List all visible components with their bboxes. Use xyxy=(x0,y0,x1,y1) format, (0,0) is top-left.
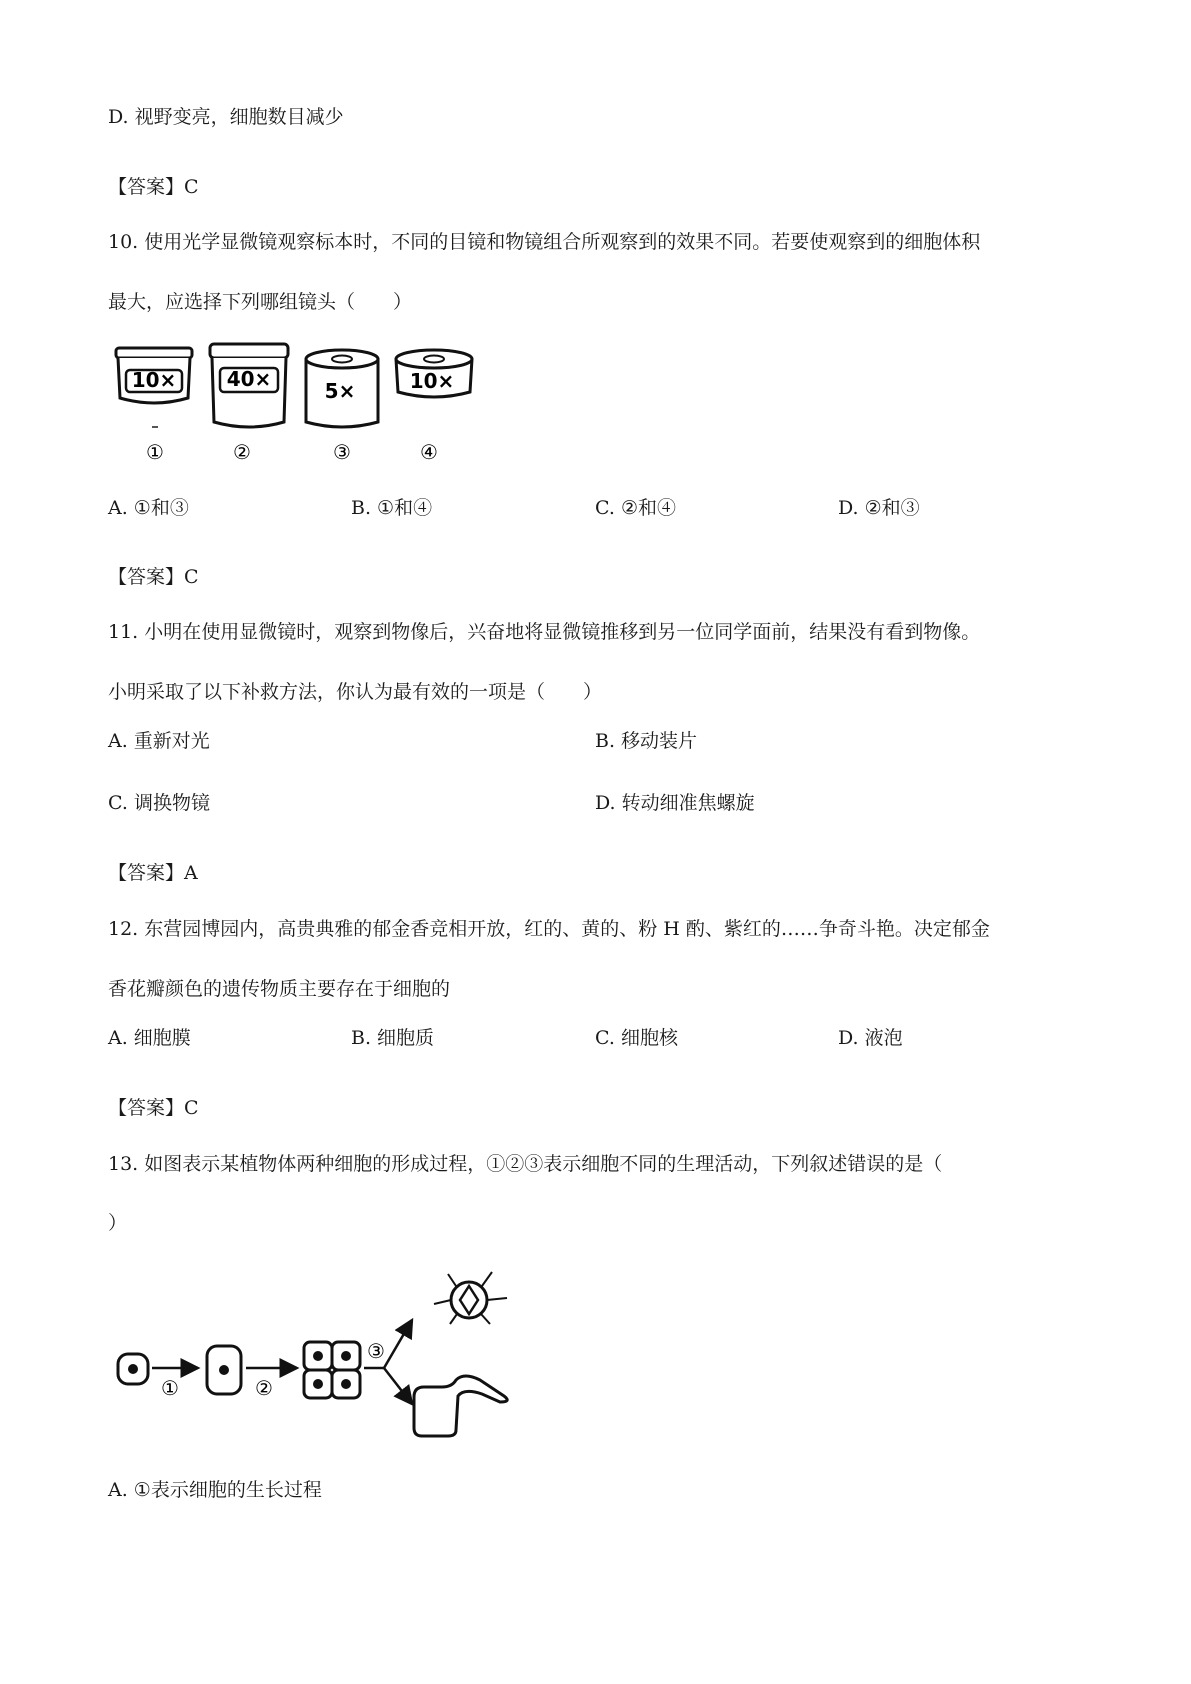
lens-1-num: ① xyxy=(146,440,164,464)
cell-process-diagram xyxy=(112,1262,552,1442)
lens-2-mark: 40× xyxy=(226,367,272,391)
q12-answer: 【答案】C xyxy=(108,1097,199,1119)
lens-2-icon xyxy=(210,344,288,427)
q11-answer: 【答案】A xyxy=(108,862,198,884)
step-1-label: ① xyxy=(161,1376,179,1400)
grown-cell-icon xyxy=(207,1346,241,1394)
lens-4-icon xyxy=(396,350,472,397)
small-cell-icon xyxy=(118,1354,148,1384)
question-13-text-cont: ） xyxy=(108,1212,128,1234)
q10-option-a: A. ①和③ xyxy=(108,497,189,519)
lens-1-icon xyxy=(116,348,192,427)
q10-option-c: C. ②和④ xyxy=(595,497,676,519)
step-2-label: ② xyxy=(255,1376,273,1400)
lens-4-mark: 10× xyxy=(409,369,455,393)
lens-3-icon xyxy=(306,350,378,427)
question-10-text: 10. 使用光学显微镜观察标本时，不同的目镜和物镜组合所观察到的效果不同。若要使观察到的细胞体积 xyxy=(108,231,981,253)
q11-option-a: A. 重新对光 xyxy=(108,730,210,752)
step-3-label: ③ xyxy=(367,1339,385,1363)
stoma-cell-icon xyxy=(434,1272,507,1324)
lens-1-mark: 10× xyxy=(131,368,177,392)
q12-option-d: D. 液泡 xyxy=(838,1027,903,1049)
question-11-text: 11. 小明在使用显微镜时，观察到物像后，兴奋地将显微镜推移到另一位同学面前，结果没有看到物像。 xyxy=(108,621,981,643)
q11-option-c: C. 调换物镜 xyxy=(108,792,210,814)
q13-option-a: A. ①表示细胞的生长过程 xyxy=(108,1479,322,1501)
q11-option-d: D. 转动细准焦螺旋 xyxy=(595,792,755,814)
q10-option-d: D. ②和③ xyxy=(838,497,920,519)
question-10-text-cont: 最大，应选择下列哪组镜头（ ） xyxy=(108,291,413,313)
root-hair-cell-icon xyxy=(414,1376,507,1436)
q12-option-c: C. 细胞核 xyxy=(595,1027,678,1049)
question-13-text: 13. 如图表示某植物体两种细胞的形成过程，①②③表示细胞不同的生理活动，下列叙述错误的是（ xyxy=(108,1153,943,1175)
q10-option-b: B. ①和④ xyxy=(351,497,433,519)
lens-2-num: ② xyxy=(233,440,251,464)
lens-3-num: ③ xyxy=(333,440,351,464)
option-d: D. 视野变亮，细胞数目减少 xyxy=(108,106,344,128)
lens-figure xyxy=(112,342,482,467)
q11-option-b: B. 移动装片 xyxy=(595,730,698,752)
q10-answer: 【答案】C xyxy=(108,566,199,588)
lens-4-num: ④ xyxy=(420,440,438,464)
q12-option-a: A. 细胞膜 xyxy=(108,1027,191,1049)
lens-3-mark: 5× xyxy=(324,379,356,403)
question-12-text-cont: 香花瓣颜色的遗传物质主要存在于细胞的 xyxy=(108,978,451,1000)
divided-cells-icon xyxy=(304,1342,360,1398)
question-12-text: 12. 东营园博园内，高贵典雅的郁金香竞相开放，红的、黄的、粉 H 酌、紫红的……争奇斗艳。决定郁金 xyxy=(108,918,990,940)
q12-option-b: B. 细胞质 xyxy=(351,1027,435,1049)
answer-label: 【答案】C xyxy=(108,176,199,198)
question-11-text-cont: 小明采取了以下补救方法，你认为最有效的一项是（ ） xyxy=(108,681,603,703)
